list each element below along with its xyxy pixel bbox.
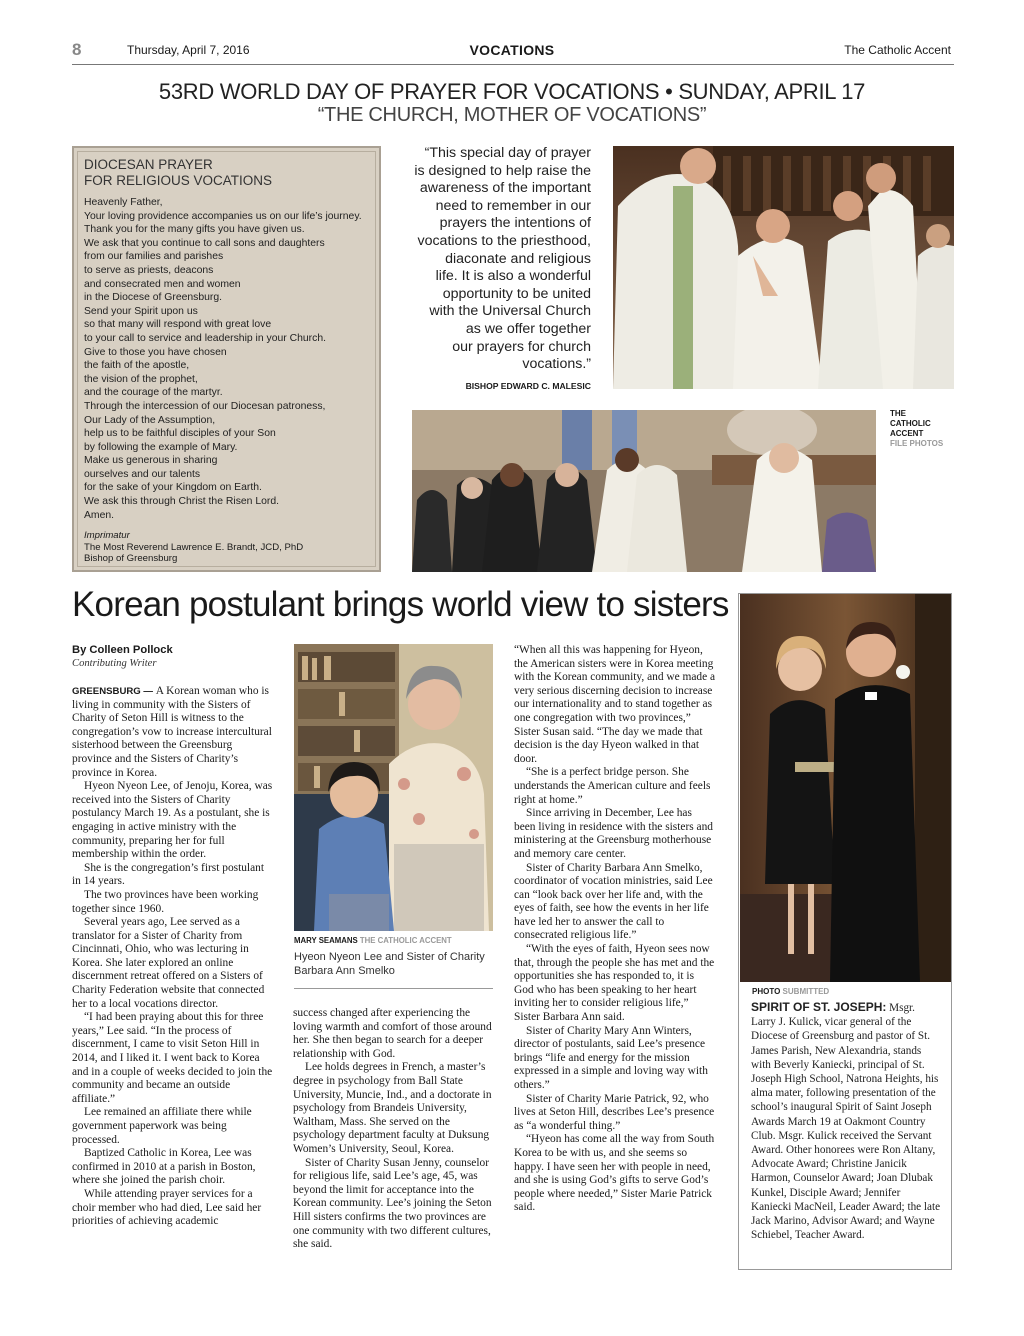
quote-line: vocations to the priesthood, [417, 232, 591, 249]
header-rule [72, 64, 954, 65]
article-paragraph [293, 1061, 495, 1156]
prayer-line: Your loving providence accompanies us on our life’s journey. [84, 210, 362, 222]
paragraph-text: Several years ago, Lee served as a translator for a Sister of Charity from Cincinnati, Ohio, who was lecturing in Korea. She later explored an online discernment retreat offered on a Sisters of Charity Federation website that connected her to a local vocations director. [72, 916, 265, 1010]
article-paragraph [293, 1157, 495, 1252]
quote-line: life. It is also a wonderful [435, 268, 591, 285]
newspaper-name: The Catholic Accent [844, 43, 951, 57]
prayer-line: ourselves and our talents [84, 468, 201, 480]
credit-label: PHOTO [752, 987, 781, 996]
article-paragraph [514, 807, 716, 861]
prayer-line: so that many will respond with great love [84, 319, 272, 331]
paragraph-text: Since arriving in December, Lee has been living in residence with the sisters and ministering at the Greensburg motherhouse and memory care center. [514, 807, 713, 860]
quote-line: with the Universal Church [429, 303, 591, 320]
quote-line: awareness of the important [419, 180, 591, 197]
prayer-line: from our families and parishes [84, 251, 224, 263]
article-paragraph [514, 1025, 716, 1093]
credit-line: FILE PHOTOS [890, 439, 944, 448]
award-photo [740, 594, 951, 982]
caption-rule [294, 988, 493, 989]
paragraph-text: “With the eyes of faith, Hyeon sees now that, through the people she has met and the opportunities she has responded to, it is God who has been speaking to her heart inviting her to consider religious life,” Sister Barbara Ann said. [514, 943, 715, 1024]
prayer-line: Thank you for the many gifts you have given us. [84, 224, 305, 236]
credit-line: CATHOLIC [890, 419, 931, 428]
credit-name: MARY SEAMANS [294, 936, 358, 945]
page-number: 8 [72, 40, 82, 59]
prayer-title [84, 157, 374, 189]
imprimatur-line: Bishop of Greensburg [84, 553, 178, 565]
imprimatur-line: The Most Reverend Lawrence E. Brandt, JCD, PhD [84, 541, 304, 553]
prayer-line: by following the example of Mary. [84, 441, 238, 453]
article-paragraph [514, 1133, 716, 1215]
prayer-text [84, 196, 376, 522]
article-paragraph [514, 862, 716, 944]
quote-line: need to remember in our [435, 197, 591, 214]
article-paragraph [514, 766, 716, 807]
article-paragraph [72, 1147, 274, 1188]
paragraph-text: Baptized Catholic in Korea, Lee was confirmed in 2010 at a parish in Boston, where she joined the parish choir. [72, 1147, 256, 1187]
quote-line: opportunity to be united [442, 285, 591, 302]
prayer-line: help us to be faithful disciples of your Son [84, 428, 276, 440]
paragraph-text: A Korean woman who is living in community with the Sisters of Charity of Seton Hill is witness to the congregation’s vow to increase intercultural sisterhood between the Greensburg province and the Sisters of Charity’s province in Korea. [72, 685, 272, 779]
byline: By Colleen Pollock [72, 644, 173, 656]
article-paragraph [514, 644, 716, 766]
paragraph-text: Sister of Charity Mary Ann Winters, director of postulants, said Lee’s presence brings “life and energy for the mission expressed in a simple and loving way with others.” [514, 1024, 708, 1091]
paragraph-text: Sister of Charity Susan Jenny, counselor for religious life, said Lee’s age, 45, was beyond the limit for acceptance into the Korean community. Lee’s joining the Seton Hill sisters confirms the two provinces are one community with two different cultures, she said. [293, 1156, 492, 1251]
paragraph-text: “Hyeon has come all the way from South Korea to be with us, and she seems so happy. I have seen her with people in need, and she is using God’s gifts to serve God’s people where needed,” Sister Marie Patrick said. [514, 1133, 715, 1214]
article-paragraph [514, 943, 716, 1025]
prayer-line: We ask this through Christ the Risen Lord. [84, 496, 280, 508]
prayer-line: the vision of the prophet, [84, 373, 198, 385]
paragraph-text: “She is a perfect bridge person. She understands the American culture and feels right at home.” [514, 766, 711, 806]
article-column-3 [514, 644, 716, 1215]
prayer-title-line: FOR RELIGIOUS VOCATIONS [84, 173, 273, 188]
article-paragraph [72, 862, 274, 889]
quote-line: is designed to help raise the [414, 162, 591, 179]
prayer-line: to serve as priests, deacons [84, 264, 214, 276]
prayer-line: Through the intercession of our Diocesan patroness, [84, 400, 326, 412]
paragraph-text: While attending prayer services for a choir member who had died, Lee said her priorities of achieving academic [72, 1187, 262, 1228]
credit-source: SUBMITTED [782, 987, 830, 996]
paragraph-text: The two provinces have been working together since 1960. [72, 888, 259, 915]
article-paragraph [72, 889, 274, 916]
paragraph-text: Lee holds degrees in French, a master’s degree in psychology from Ball State University, Muncie, Ind., and a doctorate in psychology from Brandeis University, Waltham, Mass. She served on the psychology department faculty at Duksung Women’s University, Seoul, Korea. [293, 1061, 492, 1155]
quote-line: our prayers for church [452, 338, 591, 355]
prayer-title-line: DIOCESAN PRAYER [84, 157, 213, 172]
paragraph-text: Hyeon Nyeon Lee, of Jenoju, Korea, was received into the Sisters of Charity postulancy March 19. As a postulant, she is engaging in active ministry with the community, preparing her for full membership within the order. [72, 780, 273, 861]
quote-line: as we offer together [465, 320, 591, 337]
paragraph-text: Sister of Charity Marie Patrick, 92, who lives at Seton Hill, describes Lee’s presence as “a wonderful thing.” [514, 1092, 715, 1132]
byline-role: Contributing Writer [72, 658, 157, 669]
imprimatur-label: Imprimatur [84, 530, 130, 541]
award-photo-credit [752, 987, 829, 996]
paragraph-text: “When all this was happening for Hyeon, the American sisters were in Korea meeting with the Korean community, and we made a very serious discerning decision to increase our internationality and to stand together as one congregation with two provinces,” Sister Susan said. “The day we made that decision is the day Hyeon walked in that door. [514, 644, 716, 765]
quote-line: “This special day of prayer [424, 145, 591, 161]
article-paragraph [72, 780, 274, 862]
section-title: VOCATIONS [469, 42, 555, 58]
credit-line: ACCENT [890, 429, 924, 438]
prayer-line: Heavenly Father, [84, 197, 163, 208]
article-column-1 [72, 685, 274, 1229]
prayer-line: We ask that you continue to call sons and daughters [84, 237, 325, 249]
sisters-praying-photo [412, 410, 876, 572]
issue-date: Thursday, April 7, 2016 [127, 43, 250, 57]
article-paragraph [72, 1188, 274, 1229]
paragraph-text: “I had been praying about this for three years,” Lee said. “In the process of discernment, I came to visit Seton Hill in 2014, and I liked it. I went back to Korea and in a couple of weeks decided to join the community and became an outside affiliate.” [72, 1011, 273, 1105]
prayer-line: the faith of the apostle, [84, 360, 190, 372]
prayer-line: Give to those you have chosen [84, 346, 227, 358]
award-caption-text: Msgr. Larry J. Kulick, vicar general of the Diocese of Greensburg and pastor of St. James Parish, New Alexandria, stands with Beverly Kaniecki, principal of St. Joseph High School, Natrona Heights, his alma mater, following presentation of the school’s inaugural Spirit of Saint Joseph Awards March 19 at Oakmont Country Club. Msgr. Kulick received the Servant Award. Other honorees were Ron Altany, Advocate Award; Christine Janicik Harmon, Counselor Award; Joan Dlubak Kunkel, Disciple Award; Jennifer Kaniecki MacNeil, Leader Award; the late Jack Marino, Advisor Award; and Wayne Schiebel, Teacher Award. [751, 1002, 941, 1242]
quote-line: diaconate and religious [445, 250, 591, 267]
article-paragraph [514, 1093, 716, 1134]
article-paragraph [72, 916, 274, 1011]
prayer-line: for the sake of your Kingdom on Earth. [84, 482, 262, 494]
prayer-line: to your call to service and leadership in your Church. [84, 332, 326, 344]
prayer-line: Send your Spirit upon us [84, 305, 198, 317]
ordination-photo [613, 146, 954, 389]
article-paragraph [293, 1007, 495, 1061]
banner-title: 53RD WORLD DAY OF PRAYER FOR VOCATIONS • SUNDAY, APRIL 17 [158, 79, 866, 104]
paragraph-text: Lee remained an affiliate there while government paperwork was being processed. [72, 1106, 252, 1146]
postulant-photo-credit [294, 936, 452, 945]
prayer-line: in the Diocese of Greensburg. [84, 292, 223, 304]
postulant-photo-caption: Hyeon Nyeon Lee and Sister of Charity Barbara Ann Smelko [294, 951, 485, 977]
postulant-photo [294, 644, 493, 931]
pull-quote [400, 145, 591, 374]
paragraph-text: success changed after experiencing the loving warmth and comfort of those around her. She then began to search for a deeper relationship with God. [293, 1007, 492, 1060]
award-caption [751, 1000, 941, 1242]
quote-line: prayers the intentions of [439, 215, 591, 232]
paragraph-text: Sister of Charity Barbara Ann Smelko, coordinator of vocation ministries, said Lee can “look back over her life and, with the eyes of faith, see how the events in her life have led her to answer the call to consecrated religious life.” [514, 861, 713, 942]
imprimatur [84, 530, 374, 565]
dateline: GREENSBURG — [72, 686, 156, 697]
prayer-line: and the courage of the martyr. [84, 387, 223, 399]
paragraph-text: She is the congregation’s first postulant in 14 years. [72, 861, 265, 888]
quote-line: vocations.” [522, 356, 591, 373]
article-paragraph [72, 1106, 274, 1147]
article-headline: Korean postulant brings world view to sisters [72, 585, 729, 624]
article-paragraph [72, 1011, 274, 1106]
photo-credit-file [890, 409, 943, 449]
prayer-line: Make us generous in sharing [84, 455, 218, 467]
quote-attribution: BISHOP EDWARD C. MALESIC [465, 381, 591, 391]
banner-subtitle: “THE CHURCH, MOTHER OF VOCATIONS” [317, 104, 707, 126]
prayer-line: Our Lady of the Assumption, [84, 414, 216, 426]
credit-source: THE CATHOLIC ACCENT [359, 936, 452, 945]
credit-line: THE [890, 409, 906, 418]
article-paragraph [72, 685, 274, 780]
prayer-box [72, 146, 381, 572]
article-column-2 [293, 1007, 495, 1252]
award-caption-lead: SPIRIT OF ST. JOSEPH: [751, 1000, 887, 1014]
prayer-line: Amen. [84, 509, 115, 521]
prayer-line: and consecrated men and women [84, 278, 241, 290]
